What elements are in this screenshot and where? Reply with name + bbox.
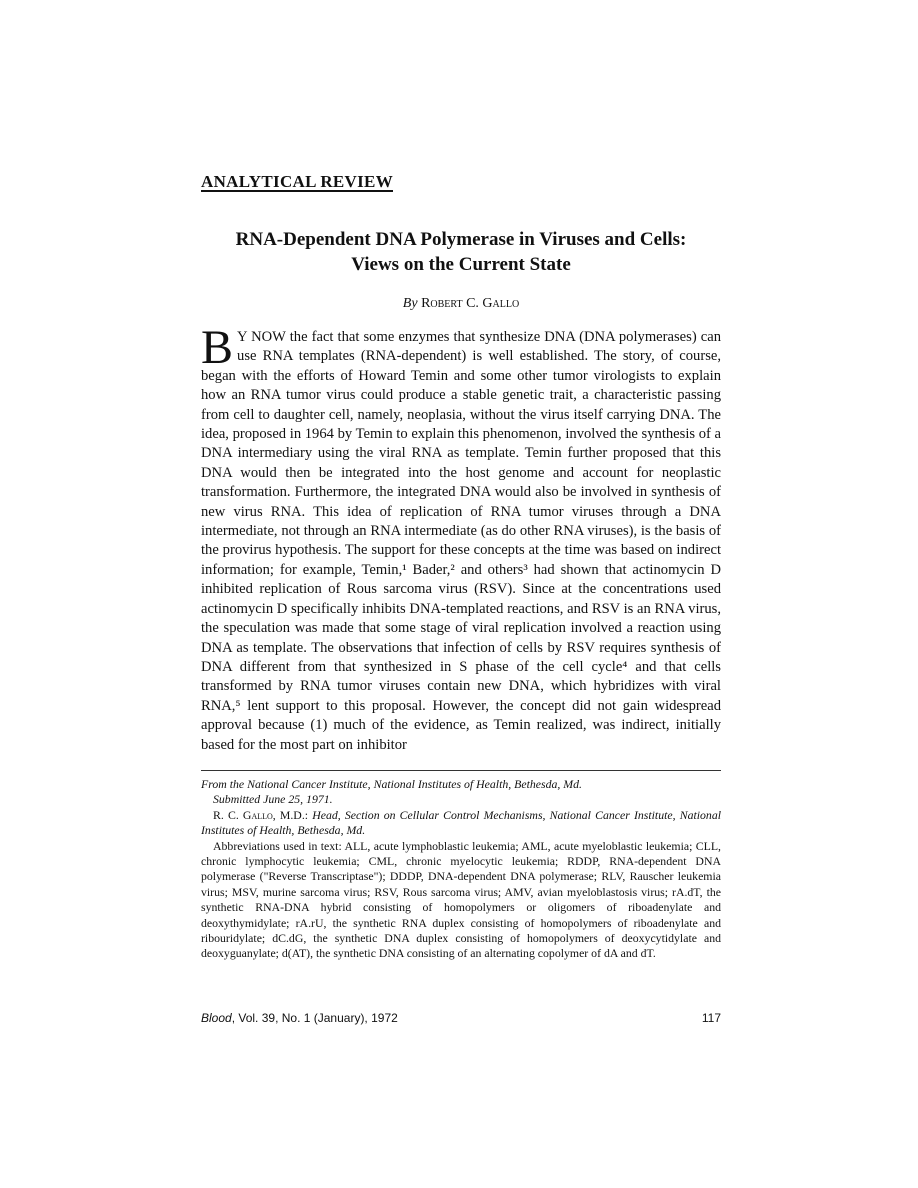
journal-volume: , Vol. 39, No. 1 (January), 1972 (231, 1011, 398, 1025)
footnote-author-name: R. C. Gallo, M.D.: (213, 807, 309, 822)
section-label: ANALYTICAL REVIEW (201, 172, 393, 191)
footnote-affiliation: From the National Cancer Institute, National Institutes of Health, Bethesda, Md. (201, 776, 582, 791)
author-name: Robert C. Gallo (421, 296, 520, 311)
journal-name: Blood (201, 1011, 232, 1025)
body-text: Y NOW the fact that some enzymes that synthesize DNA (DNA polymerases) can use RNA templates (RNA-dependent) is well established. The story, of course, began with the efforts of Howard Temin and some other tumor virologists to explain how an RNA tumor virus could produce a stable genetic trait, a characteristic passing from cell to daughter cell, namely, neoplasia, without the virus itself carrying DNA. The idea, proposed in 1964 by Temin to explain this phenomenon, involved the synthesis of a DNA intermediary using the viral RNA as template. Temin further proposed that this DNA would then be integrated into the host genome and account for neoplastic transformation. Furthermore, the integrated DNA would also be involved in synthesis of new virus RNA. This idea of replication of RNA tumor viruses through a DNA intermediate, not through an RNA intermediate (as do other RNA viruses), is the basis of the provirus hypothesis. The support for these concepts at the time was based on indirect information; for example, Temin,¹ Bader,² and others³ had shown that actinomycin D inhibited replication of Rous sarcoma virus (RSV). Since at the concentrations used actinomycin D specifically inhibits DNA-templated reactions, and RSV is an RNA virus, the speculation was made that some stage of viral replication involved a reaction using DNA as template. The observations that infection of cells by RSV requires synthesis of DNA different from that synthesized in S phase of the cell cycle⁴ and that cells transformed by RNA tumor viruses contain new DNA, which hybridizes with viral RNA,⁵ lent support to this proposal. However, the concept did not gain widespread approval because (1) much of the evidence, as Temin realized, was indirect, initially based for the most part on inhibitor (201, 329, 721, 753)
article-title (201, 227, 721, 277)
journal-citation (201, 1011, 398, 1025)
page-number: 117 (701, 1011, 721, 1025)
footnote-rule (201, 770, 721, 771)
title-line-1: RNA-Dependent DNA Polymerase in Viruses and Cells: (235, 229, 687, 250)
footnotes (201, 777, 721, 962)
byline-by: By (402, 296, 418, 311)
footnote-abbreviations: Abbreviations used in text: ALL, acute lymphoblastic leukemia; AML, acute myeloblastic leukemia; CLL, chronic lymphocytic leukemia; CML, chronic myelocytic leukemia; RDDP, RNA-dependent DNA polymerase ("Reverse Transcriptase"); DDDP, DNA-dependent DNA polymerase; RLV, Rauscher leukemia virus; MSV, murine sarcoma virus; RSV, Rous sarcoma virus; AMV, avian myeloblastosis virus; rA.dT, the synthetic RNA-DNA hybrid consisting of homopolymers or oligomers of riboadenylate and deoxythymidylate; rA.rU, the synthetic RNA duplex consisting of homopolymers of riboadenylate and ribouridylate; dC.dG, the synthetic DNA duplex consisting of homopolymers of deoxycytidylate and deoxyguanylate; d(AT), the synthetic DNA consisting of an alternating copolymer of dA and dT. (201, 838, 721, 961)
page-footer (201, 1011, 721, 1025)
drop-cap: B (201, 321, 234, 374)
footnote-author (201, 808, 721, 839)
byline (201, 296, 721, 312)
footnote-author-affiliation: Head, Section on Cellular Control Mechanisms, National Cancer Institute, National Institutes of Health, Bethesda, Md. (201, 807, 722, 838)
title-line-2: Views on the Current State (351, 254, 571, 275)
body-paragraph (201, 321, 721, 755)
article (201, 172, 721, 962)
footnote-submitted: Submitted June 25, 1971. (213, 792, 333, 807)
